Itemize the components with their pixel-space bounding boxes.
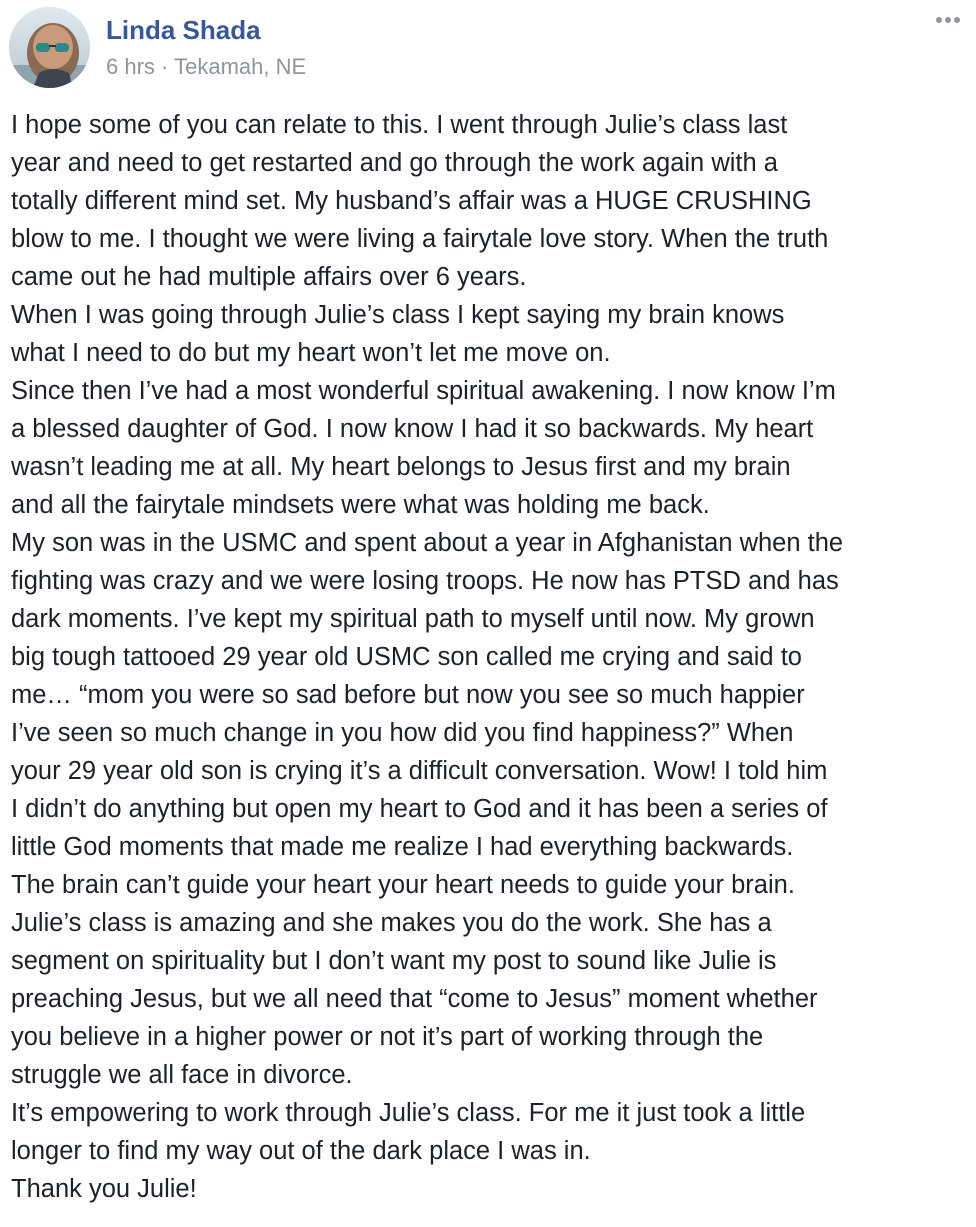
post-text-line: you believe in a higher power or not it’s part of working through the bbox=[11, 1023, 764, 1051]
post-text-line: longer to find my way out of the dark place I was in. bbox=[11, 1137, 591, 1165]
timestamp-link[interactable]: 6 hrs bbox=[106, 54, 155, 79]
post-text-line: came out he had multiple affairs over 6 years. bbox=[11, 263, 527, 291]
post-meta bbox=[106, 53, 306, 81]
avatar-image bbox=[9, 7, 90, 88]
post-text-line: totally different mind set. My husband’s affair was a HUGE CRUSHING bbox=[11, 187, 812, 215]
post-text-line: fighting was crazy and we were losing troops. He now has PTSD and has bbox=[11, 567, 839, 595]
post-text-line: I didn’t do anything but open my heart to God and it has been a series of bbox=[11, 795, 828, 823]
post-text-line: and all the fairytale mindsets were what was holding me back. bbox=[11, 491, 710, 519]
post-text-line: struggle we all face in divorce. bbox=[11, 1061, 353, 1089]
location-link[interactable]: Tekamah, NE bbox=[174, 54, 307, 79]
post-text-line: year and need to get restarted and go through the work again with a bbox=[11, 149, 778, 177]
meta-separator: · bbox=[161, 54, 169, 79]
post-text-line: Since then I’ve had a most wonderful spiritual awakening. I now know I’m bbox=[11, 377, 836, 405]
author-name-link[interactable]: Linda Shada bbox=[106, 15, 261, 45]
post-body-text bbox=[11, 106, 971, 1208]
post-text-line: me… “mom you were so sad before but now you see so much happier bbox=[11, 681, 805, 709]
post-text-line: Julie’s class is amazing and she makes you do the work. She has a bbox=[11, 909, 772, 937]
post-text-line: what I need to do but my heart won’t let me move on. bbox=[11, 339, 611, 367]
post-text-line: blow to me. I thought we were living a fairytale love story. When the truth bbox=[11, 225, 829, 253]
post-text-line: I hope some of you can relate to this. I went through Julie’s class last bbox=[11, 111, 788, 139]
more-options-icon bbox=[930, 8, 966, 32]
post-text-line: dark moments. I’ve kept my spiritual path to myself until now. My grown bbox=[11, 605, 815, 633]
post-text-line: segment on spirituality but I don’t want my post to sound like Julie is bbox=[11, 947, 777, 975]
more-options-button[interactable] bbox=[930, 8, 966, 32]
post-text-line: big tough tattooed 29 year old USMC son called me crying and said to bbox=[11, 643, 802, 671]
post-text-line: wasn’t leading me at all. My heart belongs to Jesus first and my brain bbox=[11, 453, 791, 481]
post-text-line: your 29 year old son is crying it’s a difficult conversation. Wow! I told him bbox=[11, 757, 828, 785]
post-text-line: preaching Jesus, but we all need that “come to Jesus” moment whether bbox=[11, 985, 818, 1013]
post-text-line: a blessed daughter of God. I now know I had it so backwards. My heart bbox=[11, 415, 814, 443]
post-text-line: I’ve seen so much change in you how did you find happiness?” When bbox=[11, 719, 794, 747]
post-text-line: The brain can’t guide your heart your heart needs to guide your brain. bbox=[11, 871, 795, 899]
profile-photo-avatar[interactable] bbox=[9, 7, 90, 88]
post-text-line: It’s empowering to work through Julie’s class. For me it just took a little bbox=[11, 1099, 806, 1127]
post-text-line: My son was in the USMC and spent about a year in Afghanistan when the bbox=[11, 529, 844, 557]
post-text-line: When I was going through Julie’s class I kept saying my brain knows bbox=[11, 301, 785, 329]
post-text-line: little God moments that made me realize I had everything backwards. bbox=[11, 833, 794, 861]
post-text-line: Thank you Julie! bbox=[11, 1175, 197, 1203]
